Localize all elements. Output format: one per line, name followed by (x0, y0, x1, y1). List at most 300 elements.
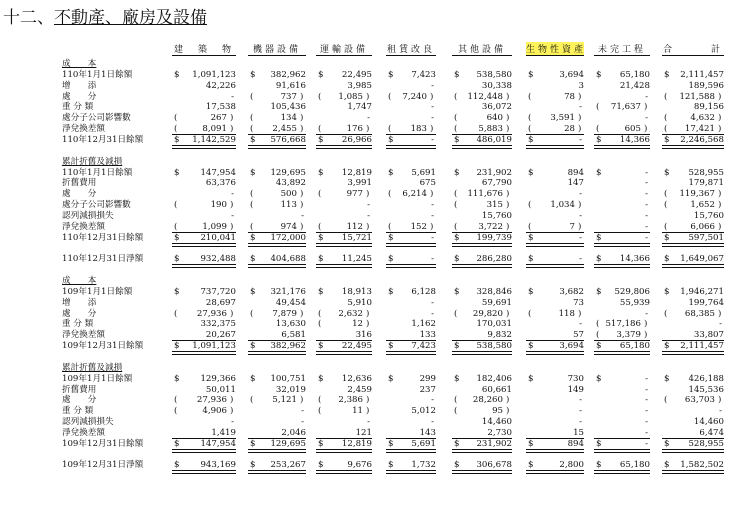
paren-close: ) (300, 395, 304, 406)
currency-sign: $ (388, 341, 394, 352)
cell-value: 28,260 (472, 395, 503, 406)
double-underline (662, 351, 724, 355)
paren-close: ) (506, 200, 510, 211)
currency-sign: $ (664, 167, 670, 178)
currency-sign: $ (250, 69, 256, 80)
row-label: 110年12月31日餘額 (62, 134, 144, 145)
cell-value: 119,367 (679, 189, 715, 200)
cell-value: 12 (352, 319, 363, 330)
currency-sign: $ (596, 232, 602, 243)
cell-value: - (645, 417, 648, 428)
double-underline (386, 470, 436, 474)
table-row (0, 135, 734, 146)
table-row (0, 222, 734, 233)
row-label: 重 分 類 (62, 102, 94, 113)
cell-value: 43,892 (275, 178, 306, 189)
cell-value: - (431, 232, 434, 243)
currency-sign: $ (528, 373, 534, 384)
cell-value: 2,455 (272, 124, 297, 135)
double-underline (248, 264, 306, 268)
double-underline (662, 470, 724, 474)
double-underline (594, 351, 650, 355)
table-row (0, 168, 734, 179)
cell-value: - (231, 91, 234, 102)
cell-value: 65,180 (619, 460, 650, 471)
section-label: 成 本 (62, 59, 97, 69)
cell-value: 129,695 (270, 167, 306, 178)
cell-value: - (645, 210, 648, 221)
cell-value: - (367, 200, 370, 211)
table-row (0, 254, 734, 265)
cell-value: - (579, 189, 582, 200)
cell-value: 2,046 (281, 427, 306, 438)
paren-close: ) (718, 189, 722, 200)
cell-value: 675 (419, 178, 436, 189)
currency-sign: $ (174, 438, 180, 449)
cell-value: 9,676 (347, 460, 372, 471)
double-underline (172, 243, 236, 247)
cell-value: 210,041 (200, 232, 236, 243)
cell-value: - (431, 297, 434, 308)
cell-value: - (645, 200, 648, 211)
cell-value: 50,011 (205, 384, 236, 395)
cell-value: 65,180 (619, 69, 650, 80)
cell-value: 528,955 (688, 438, 724, 449)
cell-value: 4,906 (202, 406, 227, 417)
cell-value: 328,846 (476, 286, 512, 297)
cell-value: 15,721 (341, 232, 372, 243)
cell-value: 22,495 (341, 69, 372, 80)
paren-close: ) (578, 91, 582, 102)
cell-value: 12,636 (341, 373, 372, 384)
currency-sign: $ (388, 460, 394, 471)
table-row (0, 124, 734, 135)
cell-value: 68,385 (684, 308, 715, 319)
cell-value: 1,142,529 (192, 134, 236, 145)
cell-value: 147 (567, 178, 584, 189)
cell-value: 134 (280, 113, 297, 124)
cell-value: 894 (567, 167, 584, 178)
currency-sign: $ (664, 373, 670, 384)
cell-value: - (579, 232, 582, 243)
cell-value: - (431, 210, 434, 221)
paren-open: ( (174, 113, 178, 124)
currency-sign: $ (250, 286, 256, 297)
currency-sign: $ (528, 254, 534, 265)
paren-open: ( (454, 91, 458, 102)
double-underline (316, 243, 372, 247)
cell-value: 332,375 (200, 319, 236, 330)
cell-value: - (231, 210, 234, 221)
paren-close: ) (230, 395, 234, 406)
paren-close: ) (644, 124, 648, 135)
column-header-rule (172, 55, 236, 56)
cell-value: - (645, 395, 648, 406)
double-underline (248, 470, 306, 474)
paren-open: ( (318, 319, 322, 330)
cell-value: 121 (355, 427, 372, 438)
paren-open: ( (174, 124, 178, 135)
row-label: 淨兌換差額 (62, 124, 105, 135)
cell-value: 286,280 (476, 254, 512, 265)
paren-close: ) (718, 395, 722, 406)
paren-close: ) (506, 113, 510, 124)
paren-close: ) (644, 330, 648, 341)
table-row (0, 211, 734, 222)
paren-open: ( (250, 113, 254, 124)
cell-value: - (719, 406, 722, 417)
column-header-rule (316, 55, 372, 56)
cell-value: - (301, 417, 304, 428)
row-label: 110年12月31日餘額 (62, 232, 144, 243)
row-label: 109年12月31日淨額 (62, 460, 144, 471)
cell-value: 179,871 (688, 178, 724, 189)
column-header-rule (594, 55, 650, 56)
cell-value: 3,591 (550, 113, 575, 124)
cell-value: 105,436 (270, 102, 306, 113)
currency-sign: $ (250, 232, 256, 243)
cell-value: 737,720 (200, 286, 236, 297)
cell-value: 231,902 (476, 438, 512, 449)
paren-close: ) (300, 124, 304, 135)
cell-value: 17,538 (205, 102, 236, 113)
cell-value: 57 (573, 330, 584, 341)
paren-close: ) (366, 189, 370, 200)
currency-sign: $ (318, 373, 324, 384)
cell-value: - (645, 308, 648, 319)
cell-value: - (579, 417, 582, 428)
cell-value: 3,694 (559, 69, 584, 80)
currency-sign: $ (174, 286, 180, 297)
paren-close: ) (506, 395, 510, 406)
paren-open: ( (250, 308, 254, 319)
paren-open: ( (388, 124, 392, 135)
row-label: 淨兌換差額 (62, 330, 105, 341)
cell-value: 1,091,123 (192, 341, 236, 352)
double-underline (526, 351, 584, 355)
cell-value: 55,939 (619, 297, 650, 308)
cell-value: - (431, 113, 434, 124)
column-header-rule (662, 55, 724, 56)
currency-sign: $ (664, 69, 670, 80)
cell-value: - (579, 102, 582, 113)
column-header-construction: 未完工程 (597, 45, 646, 55)
cell-value: 943,169 (200, 460, 236, 471)
paren-close: ) (578, 113, 582, 124)
paren-close: ) (300, 221, 304, 232)
cell-value: 71,637 (610, 102, 641, 113)
table-row (0, 92, 734, 103)
cell-value: - (579, 254, 582, 265)
cell-value: - (645, 178, 648, 189)
cell-value: 172,000 (270, 232, 306, 243)
row-label: 折舊費用 (62, 178, 97, 189)
paren-close: ) (578, 124, 582, 135)
cell-value: 315 (486, 200, 503, 211)
cell-value: 29,820 (472, 308, 503, 319)
paren-close: ) (366, 91, 370, 102)
cell-value: 1,946,271 (680, 286, 724, 297)
currency-sign: $ (596, 438, 602, 449)
double-underline (452, 264, 512, 268)
cell-value: - (579, 134, 582, 145)
paren-close: ) (230, 221, 234, 232)
cell-value: 65,180 (619, 341, 650, 352)
currency-sign: $ (596, 254, 602, 265)
cell-value: 2,800 (559, 460, 584, 471)
section-heading-row (0, 157, 734, 168)
cell-value: 42,226 (205, 80, 236, 91)
double-underline (172, 264, 236, 268)
table-row (0, 439, 734, 450)
double-underline (386, 243, 436, 247)
paren-open: ( (454, 395, 458, 406)
paren-open: ( (528, 124, 532, 135)
cell-value: 11,245 (341, 254, 372, 265)
currency-sign: $ (528, 460, 534, 471)
paren-open: ( (454, 189, 458, 200)
row-label: 110年12月31日淨額 (62, 254, 144, 265)
paren-open: ( (318, 406, 322, 417)
paren-close: ) (506, 124, 510, 135)
cell-value: 306,678 (476, 460, 512, 471)
currency-sign: $ (664, 460, 670, 471)
paren-open: ( (174, 221, 178, 232)
cell-value: 3,694 (559, 341, 584, 352)
cell-value: 8,091 (202, 124, 227, 135)
currency-sign: $ (528, 286, 534, 297)
currency-sign: $ (174, 341, 180, 352)
currency-sign: $ (454, 341, 460, 352)
paren-close: ) (230, 124, 234, 135)
double-underline (386, 145, 436, 149)
paren-close: ) (300, 113, 304, 124)
paren-open: ( (528, 308, 532, 319)
cell-value: 113 (280, 200, 297, 211)
table-row (0, 178, 734, 189)
currency-sign: $ (318, 254, 324, 265)
cell-value: 89,156 (693, 102, 724, 113)
table-row (0, 428, 734, 439)
row-label: 認列減損損失 (62, 417, 114, 428)
cell-value: 49,454 (275, 297, 306, 308)
cell-value: 60,661 (481, 384, 512, 395)
cell-value: 18,913 (341, 286, 372, 297)
paren-close: ) (718, 113, 722, 124)
cell-value: - (431, 102, 434, 113)
column-header-rule (248, 55, 306, 56)
cell-value: 640 (486, 113, 503, 124)
row-label: 折舊費用 (62, 384, 97, 395)
currency-sign: $ (388, 438, 394, 449)
table-row (0, 406, 734, 417)
double-underline (662, 145, 724, 149)
cell-value: - (579, 210, 582, 221)
section-number: 十二、 (3, 8, 54, 28)
paren-open: ( (454, 406, 458, 417)
paren-close: ) (718, 308, 722, 319)
cell-value: 5,883 (478, 124, 503, 135)
paren-open: ( (388, 91, 392, 102)
cell-value: 152 (410, 221, 427, 232)
cell-value: 129,695 (270, 438, 306, 449)
paren-open: ( (454, 221, 458, 232)
paren-close: ) (506, 308, 510, 319)
cell-value: - (431, 254, 434, 265)
double-underline (662, 243, 724, 247)
cell-value: 3,379 (616, 330, 641, 341)
currency-sign: $ (388, 134, 394, 145)
paren-open: ( (596, 319, 600, 330)
cell-value: 26,966 (341, 134, 372, 145)
column-header-other: 其他設備 (457, 45, 506, 55)
cell-value: 129,366 (200, 373, 236, 384)
table-row (0, 374, 734, 385)
cell-value: 7,879 (272, 308, 297, 319)
row-label: 淨兌換差額 (62, 427, 105, 438)
cell-value: - (645, 221, 648, 232)
table-row (0, 113, 734, 124)
cell-value: 5,691 (411, 167, 436, 178)
currency-sign: $ (664, 232, 670, 243)
row-label: 認列減損損失 (62, 210, 114, 221)
double-underline (386, 351, 436, 355)
currency-sign: $ (250, 167, 256, 178)
paren-open: ( (250, 91, 254, 102)
cell-value: 15 (573, 427, 584, 438)
cell-value: 21,428 (619, 80, 650, 91)
cell-value: - (231, 417, 234, 428)
cell-value: 30,338 (481, 80, 512, 91)
paren-close: ) (578, 221, 582, 232)
currency-sign: $ (174, 254, 180, 265)
cell-value: 9,832 (487, 330, 512, 341)
currency-sign: $ (454, 134, 460, 145)
cell-value: - (645, 113, 648, 124)
paren-close: ) (230, 200, 234, 211)
cell-value: 91,616 (275, 80, 306, 91)
cell-value: - (579, 395, 582, 406)
cell-value: 199,739 (476, 232, 512, 243)
section-heading-row (0, 363, 734, 374)
cell-value: 7,423 (411, 341, 436, 352)
paren-close: ) (430, 221, 434, 232)
row-label: 109年1月1日餘額 (62, 286, 133, 297)
cell-value: 100,751 (270, 373, 306, 384)
currency-sign: $ (174, 167, 180, 178)
table-row (0, 287, 734, 298)
cell-value: 27,936 (196, 308, 227, 319)
cell-value: - (645, 438, 648, 449)
paren-open: ( (318, 395, 322, 406)
cell-value: 2,632 (338, 308, 363, 319)
paren-close: ) (718, 124, 722, 135)
currency-sign: $ (454, 167, 460, 178)
column-header-biological: 生物性資產 (526, 42, 584, 55)
cell-value: - (367, 113, 370, 124)
cell-value: - (431, 417, 434, 428)
paren-close: ) (366, 221, 370, 232)
cell-value: 605 (624, 124, 641, 135)
double-underline (452, 470, 512, 474)
table-row (0, 233, 734, 244)
currency-sign: $ (318, 134, 324, 145)
paren-open: ( (664, 221, 668, 232)
section-label: 成 本 (62, 276, 97, 286)
cell-value: - (431, 308, 434, 319)
cell-value: 190 (210, 200, 227, 211)
currency-sign: $ (596, 167, 602, 178)
cell-value: 974 (280, 221, 297, 232)
table-row (0, 200, 734, 211)
table-row (0, 330, 734, 341)
row-label: 處 分 (62, 308, 97, 319)
double-underline (172, 470, 236, 474)
currency-sign: $ (250, 373, 256, 384)
cell-value: 15,760 (693, 210, 724, 221)
column-header-transport: 運輸設備 (319, 45, 368, 55)
column-header-total: 合 計 (662, 45, 723, 55)
currency-sign: $ (388, 373, 394, 384)
cell-value: 149 (567, 384, 584, 395)
currency-sign: $ (596, 134, 602, 145)
cell-value: 2,730 (487, 427, 512, 438)
double-underline (248, 449, 306, 453)
cell-value: 199,764 (688, 297, 724, 308)
cell-value: 1,732 (411, 460, 436, 471)
cell-value: - (645, 91, 648, 102)
cell-value: - (645, 232, 648, 243)
paren-close: ) (300, 189, 304, 200)
cell-value: 12,819 (341, 438, 372, 449)
cell-value: 17,421 (684, 124, 715, 135)
cell-value: 486,019 (476, 134, 512, 145)
table-row (0, 460, 734, 471)
cell-value: - (579, 406, 582, 417)
row-label: 增 添 (62, 80, 97, 91)
double-underline (248, 145, 306, 149)
row-label: 110年1月1日餘額 (62, 69, 133, 80)
paren-open: ( (454, 200, 458, 211)
double-underline (526, 243, 584, 247)
cell-value: 95 (492, 406, 503, 417)
cell-value: 6,128 (411, 286, 436, 297)
currency-sign: $ (596, 69, 602, 80)
double-underline (594, 264, 650, 268)
cell-value: 6,581 (281, 330, 306, 341)
currency-sign: $ (174, 373, 180, 384)
paren-open: ( (250, 124, 254, 135)
currency-sign: $ (528, 341, 534, 352)
currency-sign: $ (664, 286, 670, 297)
row-label: 109年12月31日餘額 (62, 341, 144, 352)
currency-sign: $ (250, 254, 256, 265)
row-label: 處 分 (62, 91, 97, 102)
currency-sign: $ (596, 286, 602, 297)
cell-value: - (301, 210, 304, 221)
column-header-leasehold: 租賃改良 (386, 45, 435, 55)
currency-sign: $ (318, 341, 324, 352)
paren-open: ( (596, 124, 600, 135)
paren-open: ( (250, 221, 254, 232)
paren-close: ) (300, 200, 304, 211)
row-label: 109年12月31日餘額 (62, 438, 144, 449)
double-underline (662, 449, 724, 453)
cell-value: - (645, 427, 648, 438)
cell-value: - (231, 189, 234, 200)
currency-sign: $ (454, 232, 460, 243)
cell-value: 267 (210, 113, 227, 124)
